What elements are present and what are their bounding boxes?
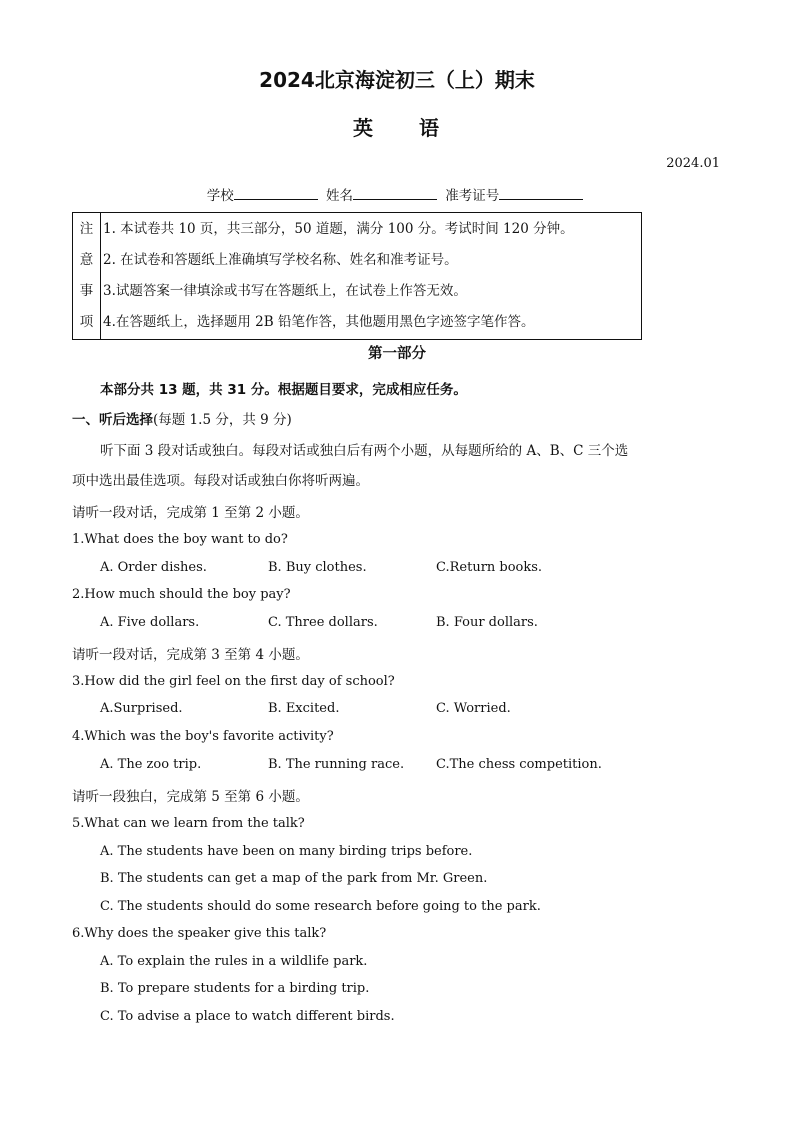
listening-prompt: 请听一段对话，完成第 3 至第 4 小题。 [72, 647, 309, 663]
option[interactable]: A. To explain the rules in a wildlife park. [100, 954, 368, 969]
question-stem: 6.Why does the speaker give this talk? [72, 926, 327, 941]
option[interactable]: A. The zoo trip. [100, 757, 202, 772]
name-blank[interactable] [353, 187, 437, 200]
instruction-line: 听下面 3 段对话或独白。每段对话或独白后有两个小题，从每题所给的 A、B、C 三个选 [100, 443, 629, 459]
school-label: 学校 [206, 188, 234, 204]
option[interactable]: A. Five dollars. [100, 615, 200, 630]
option[interactable]: A. The students have been on many birding trips before. [100, 844, 473, 859]
option[interactable]: C.The chess competition. [436, 757, 602, 772]
exam-title: 2024北京海淀初三（上）期末 [259, 68, 535, 92]
notice-side-char: 注 [79, 221, 94, 237]
notice-side-char: 项 [79, 314, 94, 330]
notice-line: 3.试题答案一律填涂或书写在答题纸上，在试卷上作答无效。 [103, 283, 467, 299]
option[interactable]: C. Worried. [436, 701, 511, 716]
option[interactable]: B. The students can get a map of the park from Mr. Green. [100, 871, 488, 886]
option[interactable]: C. To advise a place to watch different birds. [100, 1009, 395, 1024]
exam-id-blank[interactable] [499, 187, 583, 200]
notice-side-char: 事 [79, 283, 94, 299]
instruction-line: 项中选出最佳选项。每段对话或独白你将听两遍。 [72, 473, 369, 489]
section-title: 一、听后选择 [72, 412, 153, 428]
option[interactable]: A.Surprised. [100, 701, 183, 716]
question-stem: 5.What can we learn from the talk? [72, 816, 305, 831]
option[interactable]: C. The students should do some research before going to the park. [100, 899, 541, 914]
question-stem: 3.How did the girl feel on the first day of school? [72, 674, 395, 689]
notice-line: 4.在答题纸上，选择题用 2B 铅笔作答，其他题用黑色字迹签字笔作答。 [103, 314, 535, 330]
notice-line: 1. 本试卷共 10 页，共三部分，50 道题，满分 100 分。考试时间 120 分钟。 [103, 221, 574, 237]
notice-side-label [73, 213, 101, 339]
option[interactable]: C.Return books. [436, 560, 543, 575]
question-stem: 1.What does the boy want to do? [72, 532, 288, 547]
part-title: 第一部分 [368, 346, 426, 362]
option[interactable]: A. Order dishes. [100, 560, 207, 575]
option[interactable]: B. Four dollars. [436, 615, 538, 630]
section-score: (每题 1.5 分，共 9 分) [153, 412, 292, 428]
listening-prompt: 请听一段独白，完成第 5 至第 6 小题。 [72, 789, 309, 805]
listening-prompt: 请听一段对话，完成第 1 至第 2 小题。 [72, 505, 309, 521]
option[interactable]: C. Three dollars. [268, 615, 378, 630]
candidate-info-row [0, 184, 794, 204]
option[interactable]: B. To prepare students for a birding trip. [100, 981, 370, 996]
notice-line: 2. 在试卷和答题纸上准确填写学校名称、姓名和准考证号。 [103, 252, 458, 268]
notice-side-char: 意 [79, 252, 94, 268]
subject-title: 英 语 [353, 116, 441, 140]
option[interactable]: B. The running race. [268, 757, 405, 772]
option[interactable]: B. Excited. [268, 701, 340, 716]
name-label: 姓名 [326, 188, 353, 204]
school-blank[interactable] [234, 187, 318, 200]
option[interactable]: B. Buy clothes. [268, 560, 367, 575]
exam-date: 2024.01 [666, 156, 720, 171]
part-intro: 本部分共 13 题，共 31 分。根据题目要求，完成相应任务。 [100, 382, 467, 398]
question-stem: 2.How much should the boy pay? [72, 587, 291, 602]
section-heading [72, 408, 292, 428]
exam-id-label: 准考证号 [445, 188, 500, 204]
question-stem: 4.Which was the boy's favorite activity? [72, 729, 334, 744]
notice-box [72, 212, 642, 340]
